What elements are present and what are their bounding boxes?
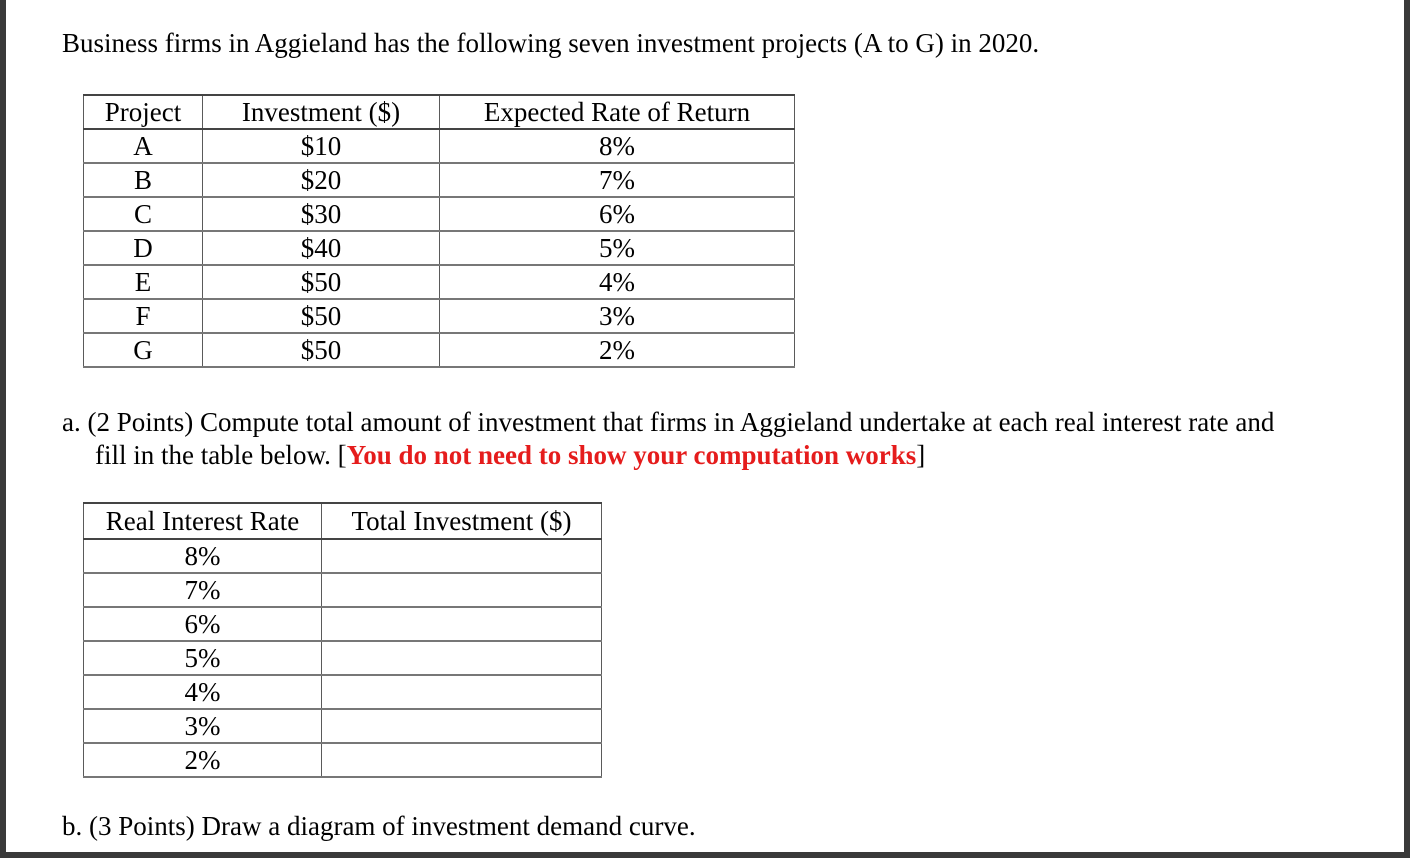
return-cell: 3%	[440, 299, 795, 333]
projects-table	[83, 94, 795, 368]
project-cell: D	[84, 231, 203, 265]
investment-cell: $40	[203, 231, 440, 265]
rates-table	[83, 502, 602, 778]
table-row	[84, 539, 602, 573]
investment-cell: $10	[203, 129, 440, 163]
table-row	[84, 743, 602, 777]
project-cell: A	[84, 129, 203, 163]
header-investment: Investment ($)	[203, 95, 440, 129]
total-investment-cell	[322, 641, 602, 675]
project-cell: F	[84, 299, 203, 333]
project-cell: E	[84, 265, 203, 299]
question-a-line2-end: ]	[916, 440, 926, 470]
projects-header-row	[84, 95, 795, 129]
rate-cell: 3%	[84, 709, 322, 743]
table-row	[84, 265, 795, 299]
table-row	[84, 299, 795, 333]
investment-cell: $50	[203, 299, 440, 333]
document-page	[6, 0, 1404, 852]
return-cell: 4%	[440, 265, 795, 299]
return-cell: 2%	[440, 333, 795, 367]
table-row	[84, 641, 602, 675]
rate-cell: 7%	[84, 573, 322, 607]
question-a-emphasis: You do not need to show your computation works	[346, 440, 917, 470]
total-investment-cell	[322, 743, 602, 777]
project-cell: C	[84, 197, 203, 231]
table-row	[84, 333, 795, 367]
return-cell: 6%	[440, 197, 795, 231]
header-project: Project	[84, 95, 203, 129]
total-investment-cell	[322, 607, 602, 641]
table-row	[84, 163, 795, 197]
investment-cell: $20	[203, 163, 440, 197]
project-cell: B	[84, 163, 203, 197]
project-cell: G	[84, 333, 203, 367]
total-investment-cell	[322, 675, 602, 709]
table-row	[84, 573, 602, 607]
header-expected-return: Expected Rate of Return	[440, 95, 795, 129]
intro-text: Business firms in Aggieland has the following seven investment projects (A to G) in 2020.	[62, 28, 1040, 58]
investment-cell: $30	[203, 197, 440, 231]
table-row	[84, 129, 795, 163]
total-investment-cell	[322, 709, 602, 743]
table-row	[84, 675, 602, 709]
table-row	[84, 231, 795, 265]
investment-cell: $50	[203, 265, 440, 299]
header-total-investment: Total Investment ($)	[322, 503, 602, 539]
total-investment-cell	[322, 573, 602, 607]
question-a-line2-start: fill in the table below. [	[95, 440, 347, 470]
table-row	[84, 709, 602, 743]
return-cell: 7%	[440, 163, 795, 197]
rate-cell: 5%	[84, 641, 322, 675]
question-b: b. (3 Points) Draw a diagram of investment demand curve.	[62, 811, 696, 841]
rate-cell: 8%	[84, 539, 322, 573]
investment-cell: $50	[203, 333, 440, 367]
return-cell: 5%	[440, 231, 795, 265]
return-cell: 8%	[440, 129, 795, 163]
rate-cell: 4%	[84, 675, 322, 709]
header-real-interest-rate: Real Interest Rate	[84, 503, 322, 539]
rates-header-row	[84, 503, 602, 539]
table-row	[84, 607, 602, 641]
table-row	[84, 197, 795, 231]
question-a	[62, 406, 1274, 472]
total-investment-cell	[322, 539, 602, 573]
question-a-line1: a. (2 Points) Compute total amount of investment that firms in Aggieland undertake at each real interest rate and	[62, 407, 1275, 437]
question-a-line2	[62, 439, 1274, 472]
rate-cell: 6%	[84, 607, 322, 641]
rate-cell: 2%	[84, 743, 322, 777]
